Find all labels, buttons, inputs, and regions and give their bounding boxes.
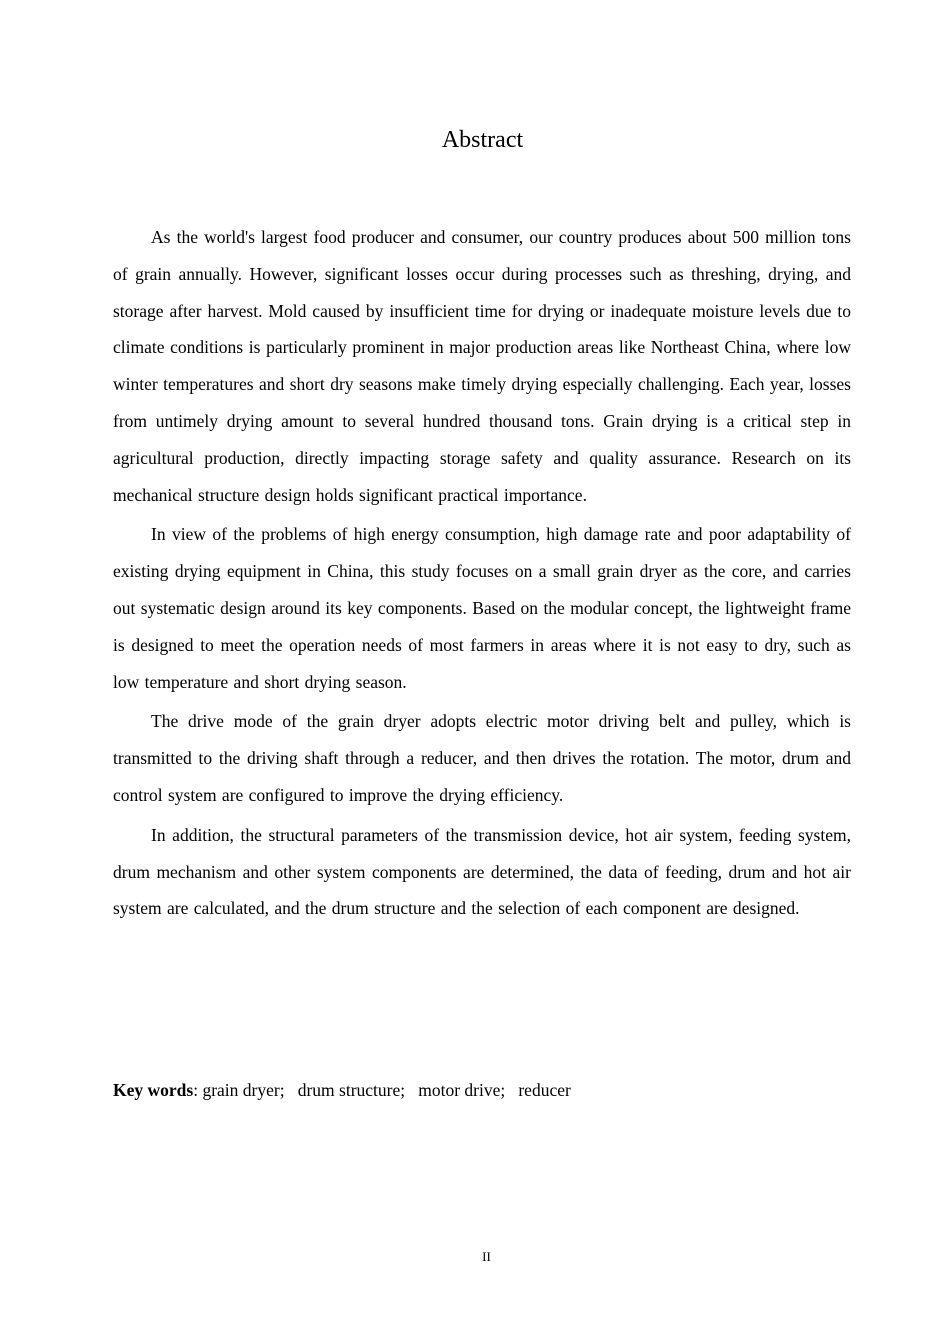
keyword-item: reducer: [518, 1080, 571, 1100]
abstract-title: Abstract: [441, 127, 524, 153]
abstract-paragraph-1: As the world's largest food producer and consumer, our country produces about 500 million tons of grain annually. However, significant losses occur during processes such as threshing, drying, and storage after harvest. Mold caused by insufficient time for drying or inadequate moisture levels due to climate conditions is particularly prominent in major production areas like Northeast China, where low winter temperatures and short dry seasons make timely drying especially challenging. Each year, losses from untimely drying amount to several hundred thousand tons. Grain drying is a critical step in agricultural production, directly impacting storage safety and quality assurance. Research on its mechanical structure design holds significant practical importance.: [113, 227, 851, 505]
keyword-item: motor drive;: [418, 1080, 506, 1100]
keywords-colon: :: [193, 1080, 199, 1100]
abstract-body: [113, 219, 851, 930]
keywords-line: [113, 1075, 851, 1105]
abstract-paragraph-2: In view of the problems of high energy consumption, high damage rate and poor adaptability of existing drying equipment in China, this study focuses on a small grain dryer as the core, and carries out systematic design around its key components. Based on the modular concept, the lightweight frame is designed to meet the operation needs of most farmers in areas where it is not easy to dry, such as low temperature and short drying season.: [113, 524, 851, 692]
abstract-paragraph-4: In addition, the structural parameters of the transmission device, hot air system, feeding system, drum mechanism and other system components are determined, the data of feeding, drum and hot air system are calculated, and the drum structure and the selection of each component are designed.: [113, 824, 851, 919]
abstract-paragraph-3: The drive mode of the grain dryer adopts electric motor driving belt and pulley, which is transmitted to the driving shaft through a reducer, and then drives the rotation. The motor, drum and control system are configured to improve the drying efficiency.: [113, 711, 851, 805]
keyword-item: drum structure;: [297, 1080, 406, 1100]
keyword-item: grain dryer;: [202, 1080, 285, 1100]
keywords-label: Key words: [113, 1080, 194, 1100]
page-number: II: [482, 1249, 491, 1264]
